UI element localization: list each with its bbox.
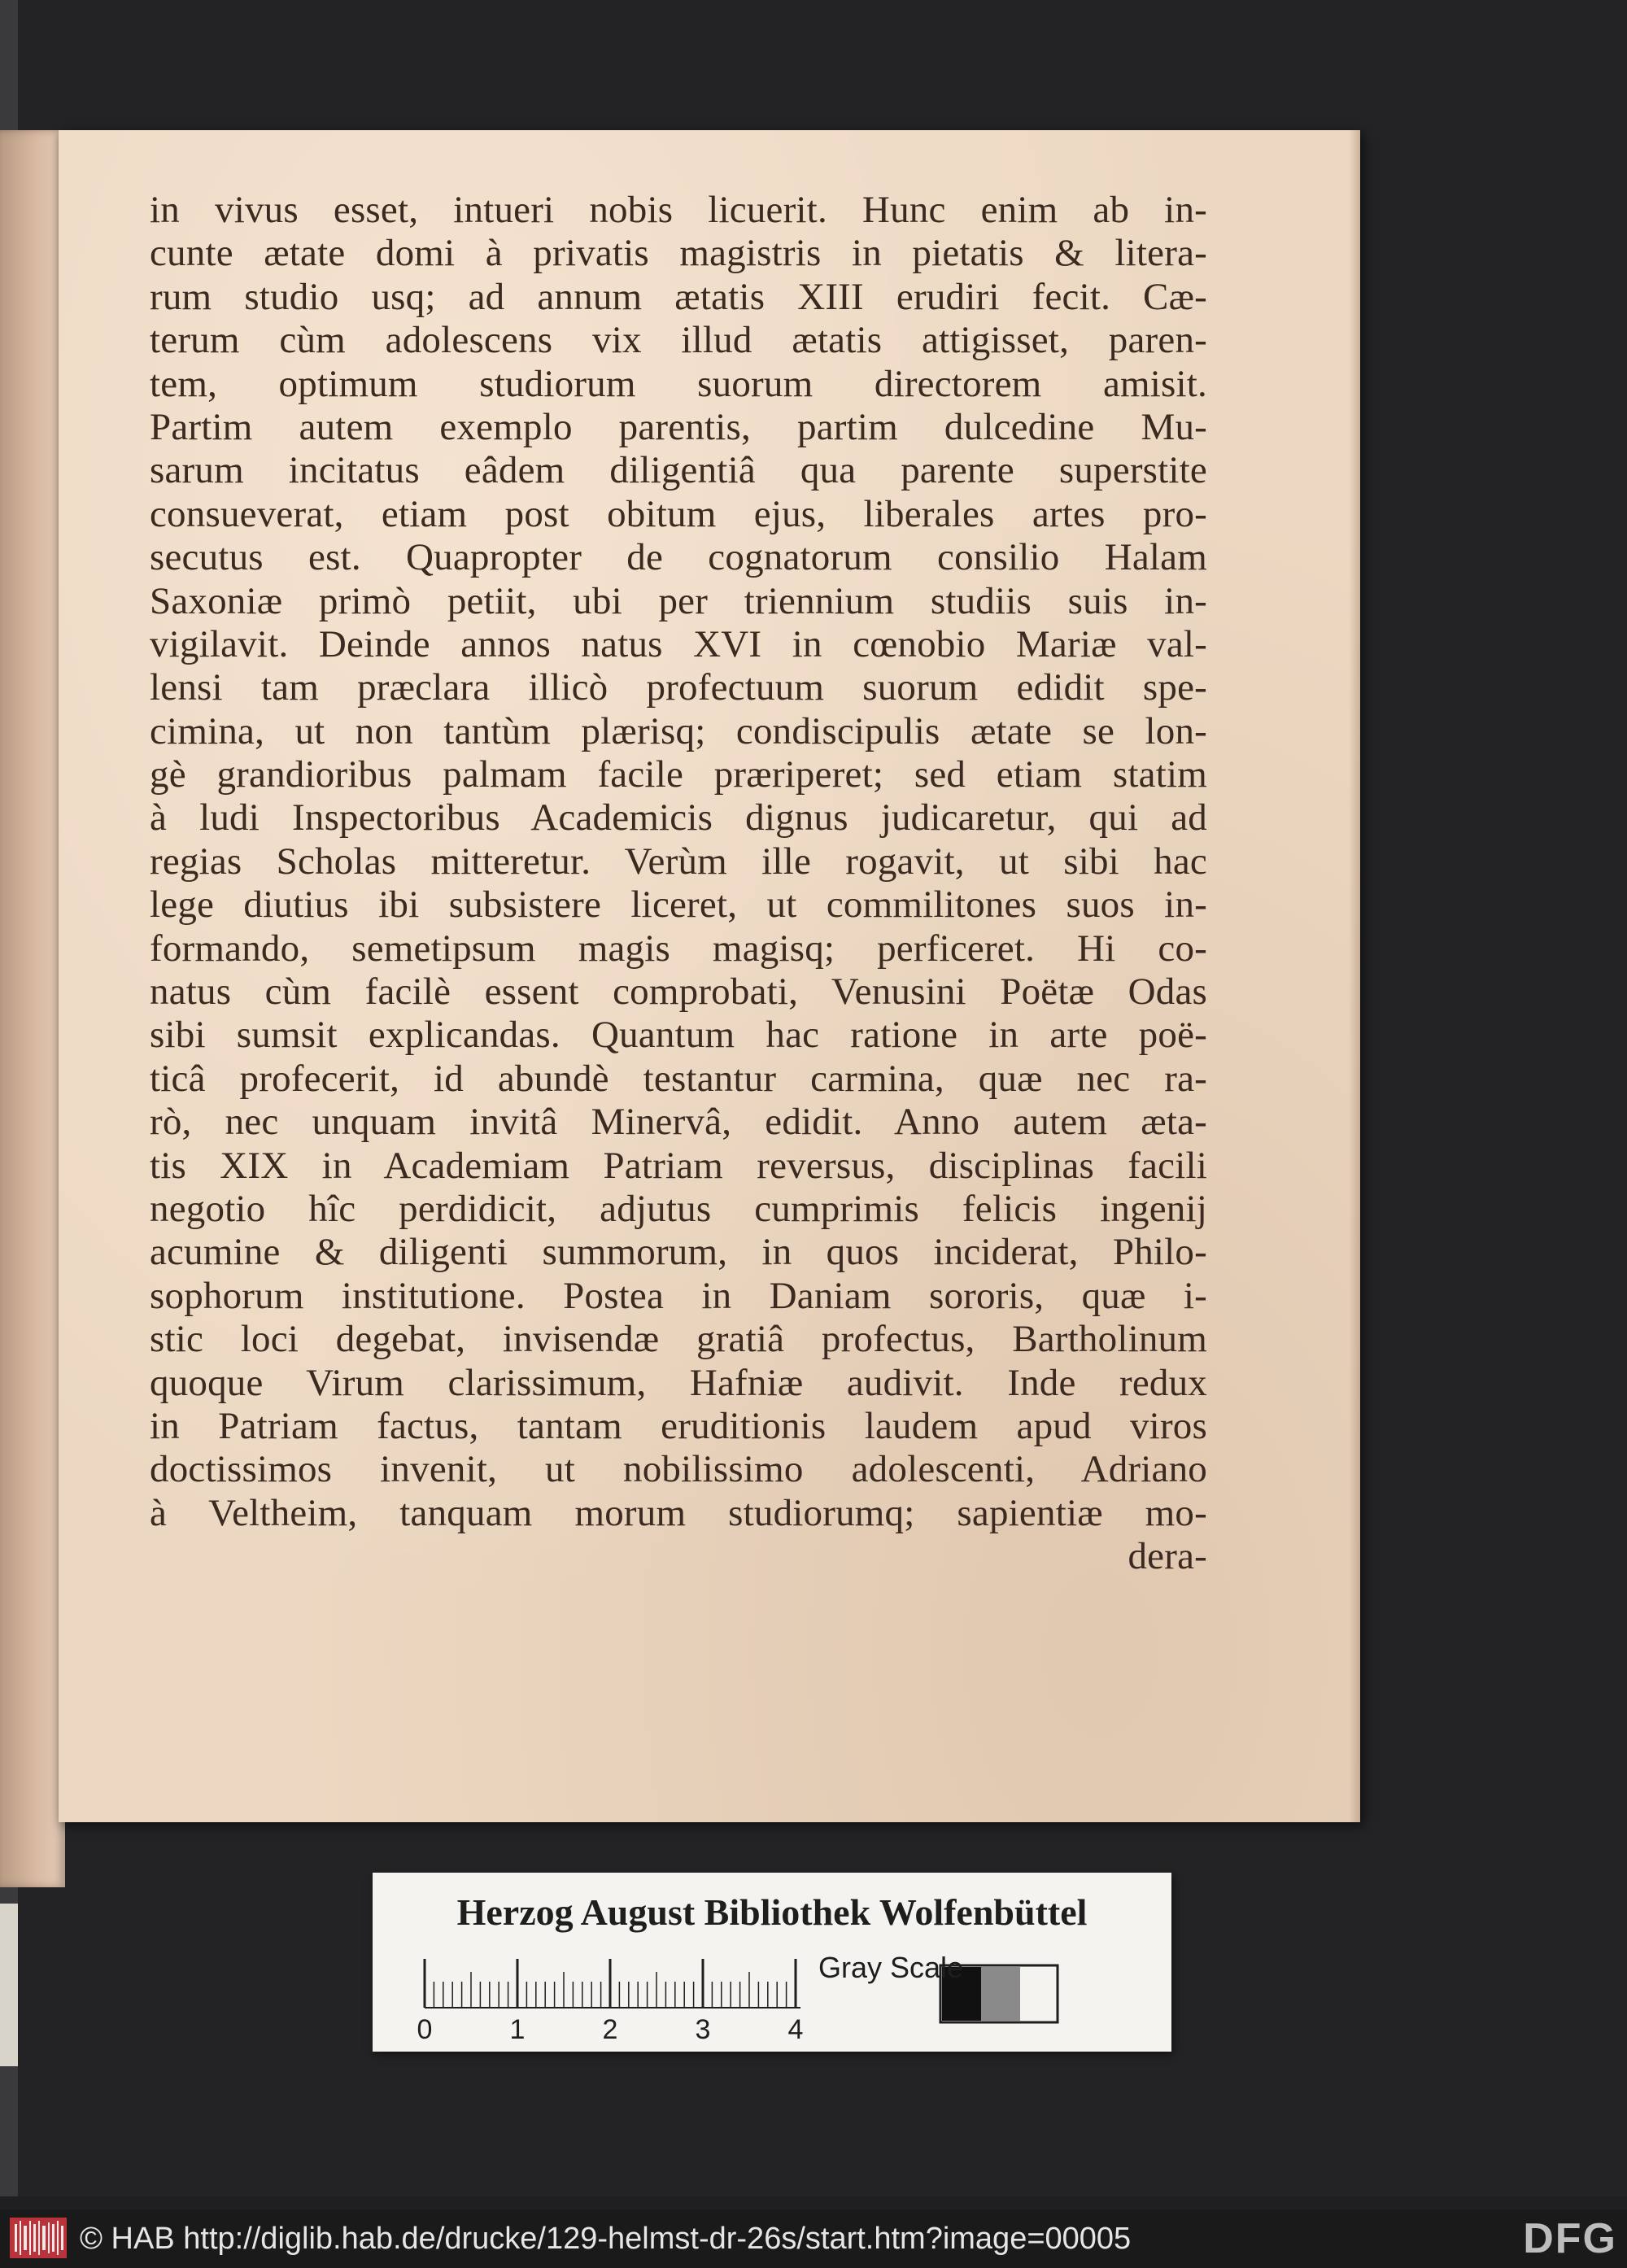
ruler-number: 0	[417, 2014, 433, 2045]
text-line: tis XIX in Academiam Patriam reversus, disciplinas facili	[150, 1144, 1207, 1187]
ruler-numbers	[417, 2014, 804, 2045]
gray-swatch-white	[1020, 1967, 1056, 2021]
copyright-url[interactable]: © HAB http://diglib.hab.de/drucke/129-helmst-dr-26s/start.htm?image=00005	[80, 2222, 1132, 2256]
text-line: cimina, ut non tantùm plærisq; condiscipulis ætate se lon-	[150, 709, 1207, 752]
text-line: in vivus esset, intueri nobis licuerit. Hunc enim ab in-	[150, 189, 1207, 231]
text-line: quoque Virum clarissimum, Hafniæ audivit. Inde redux	[150, 1361, 1207, 1404]
text-line: à Veltheim, tanquam morum studiorumq; sapientiæ mo-	[150, 1491, 1207, 1534]
text-line: tem, optimum studiorum suorum directorem amisit.	[150, 362, 1207, 405]
ruler-number: 3	[695, 2014, 711, 2045]
text-line: sophorum institutione. Postea in Daniam sororis, quæ i-	[150, 1274, 1207, 1317]
color-card	[373, 1873, 1171, 2052]
page-edge-shadow	[1349, 130, 1360, 1822]
text-line: doctissimos invenit, ut nobilissimo adolescenti, Adriano	[150, 1448, 1207, 1491]
text-line: rò, nec unquam invitâ Minervâ, edidit. Anno autem æta-	[150, 1101, 1207, 1144]
text-line: ticâ profecerit, id abundè testantur carmina, quæ nec ra-	[150, 1057, 1207, 1100]
text-line: terum cùm adolescens vix illud ætatis attigisset, paren-	[150, 319, 1207, 362]
text-line: negotio hîc perdidicit, adjutus cumprimis felicis ingenij	[150, 1187, 1207, 1230]
text-line: lege diutius ibi subsistere liceret, ut commilitones suos in-	[150, 883, 1207, 927]
facing-page-label	[0, 1904, 18, 2066]
text-line: Partim autem exemplo parentis, partim dulcedine Mu-	[150, 405, 1207, 448]
text-line: cunte ætate domi à privatis magistris in pietatis & litera-	[150, 232, 1207, 275]
catchword: dera-	[1128, 1535, 1207, 1578]
book-page	[59, 130, 1360, 1822]
library-name: Herzog August Bibliothek Wolfenbüttel	[456, 1891, 1088, 1933]
dfg-logo: DFG	[1523, 2215, 1617, 2262]
text-line: in Patriam factus, tantam eruditionis laudem apud viros	[150, 1404, 1207, 1447]
text-line: gè grandioribus palmam facile præriperet; sed etiam statim	[150, 753, 1207, 796]
text-line: formando, semetipsum magis magisq; perficeret. Hi co-	[150, 927, 1207, 970]
gray-swatch-mid	[981, 1967, 1020, 2021]
measurement-ruler	[417, 1947, 1155, 2045]
ruler-number: 4	[787, 2014, 804, 2045]
ruler-ticks	[423, 1947, 800, 2008]
text-line: sarum incitatus eâdem diligentiâ qua parente superstite	[150, 449, 1207, 492]
text-line: sibi sumsit explicandas. Quantum hac ratione in arte poë-	[150, 1014, 1207, 1057]
text-line: lensi tam præclara illicò profectuum suorum edidit spe-	[150, 666, 1207, 709]
text-line: rum studio usq; ad annum ætatis XIII erudiri fecit. Cæ-	[150, 275, 1207, 318]
page-text	[150, 189, 1207, 1579]
hab-barcode-icon	[10, 2218, 67, 2258]
text-line: regias Scholas mitteretur. Verùm ille rogavit, ut sibi hac	[150, 840, 1207, 883]
text-line: stic loci degebat, invisendæ gratiâ profectus, Bartholinum	[150, 1318, 1207, 1361]
text-line: acumine & diligenti summorum, in quos inciderat, Philo-	[150, 1231, 1207, 1274]
gray-scale-label: Gray Scale	[818, 1951, 964, 1984]
ruler-number: 1	[509, 2014, 526, 2045]
facing-page-edge	[0, 130, 65, 1887]
text-line: vigilavit. Deinde annos natus XVI in cœnobio Mariæ val-	[150, 622, 1207, 665]
ruler-number: 2	[602, 2014, 618, 2045]
footer-bar	[0, 2209, 1627, 2268]
text-line: Saxoniæ primò petiit, ubi per triennium studiis suis in-	[150, 579, 1207, 622]
text-line: natus cùm facilè essent comprobati, Venusini Poëtæ Odas	[150, 970, 1207, 1014]
text-line: secutus est. Quapropter de cognatorum consilio Halam	[150, 536, 1207, 579]
text-line: consueverat, etiam post obitum ejus, liberales artes pro-	[150, 492, 1207, 535]
text-line: à ludi Inspectoribus Academicis dignus judicaretur, qui ad	[150, 796, 1207, 840]
